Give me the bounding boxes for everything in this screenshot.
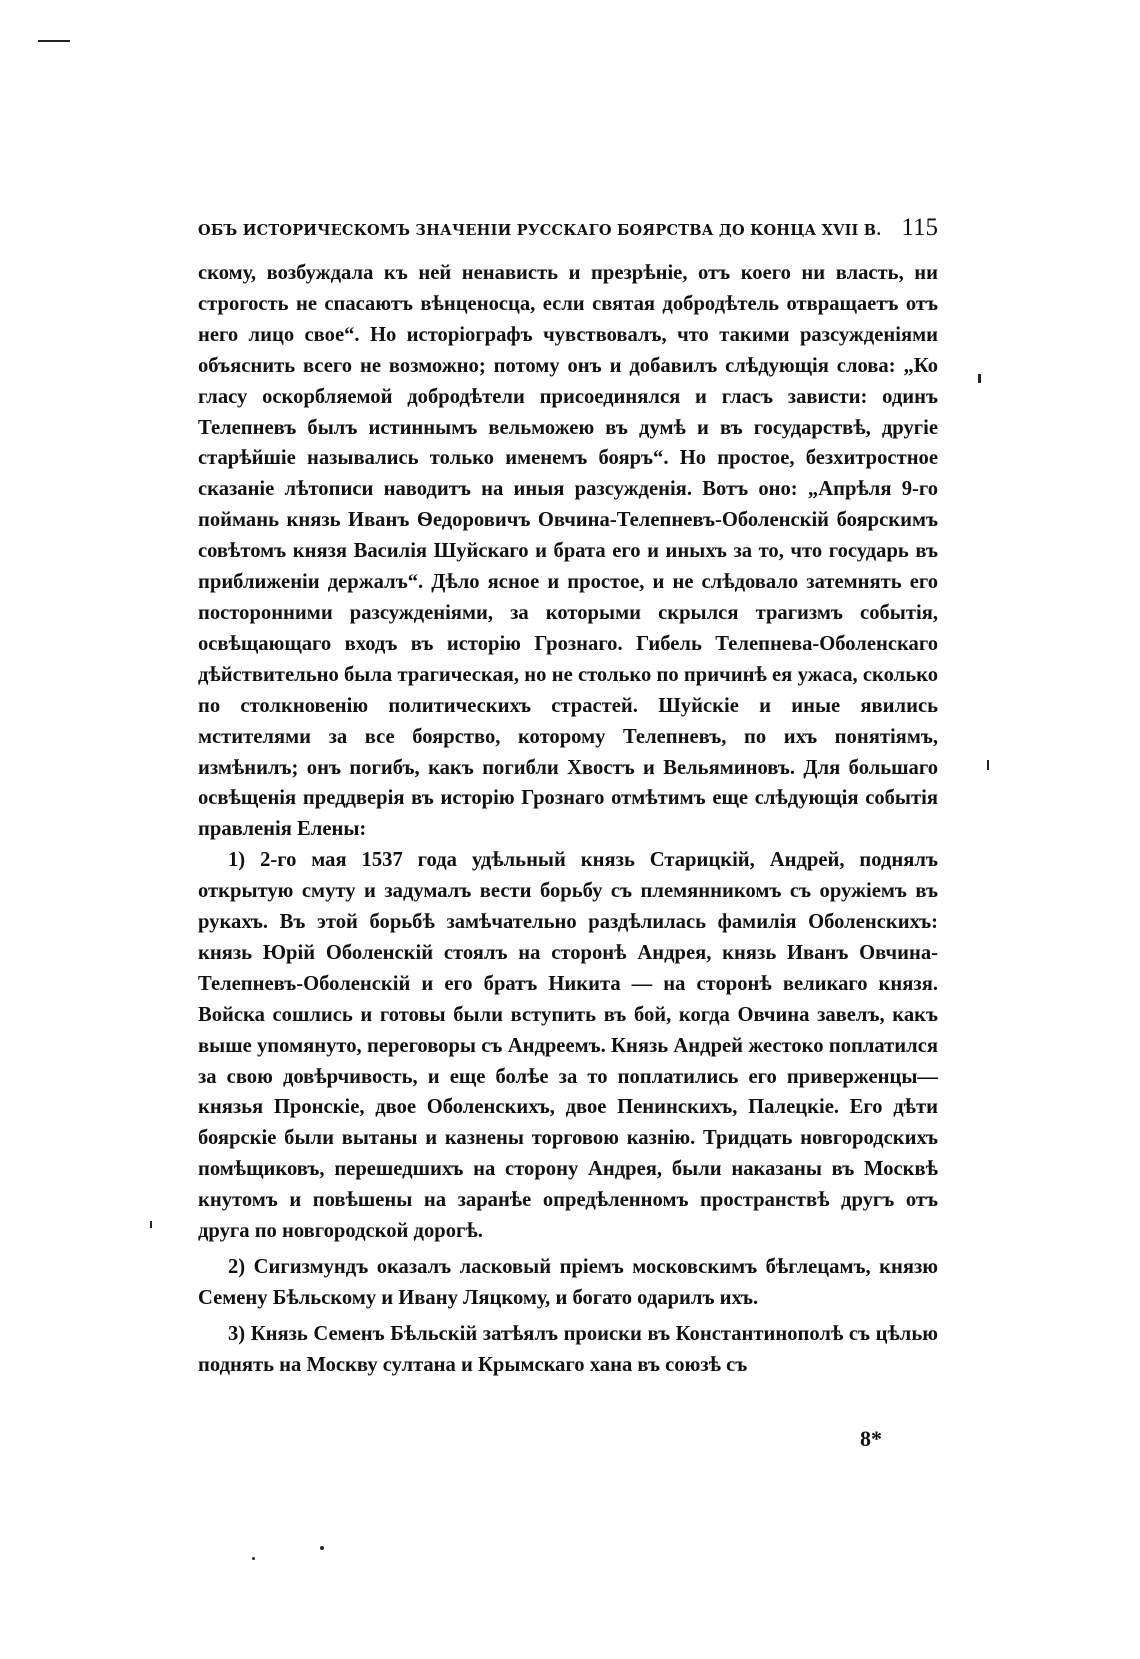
paragraph: скому, возбуждала къ ней ненависть и презрѣніе, отъ коего ни власть, ни строгость не спасаютъ вѣнценосца, если святая добродѣтель отвращаетъ отъ него лицо свое“. Но исторіографъ чувствовалъ, что такими разсужденіями объяснить всего не возможно; потому онъ и добавилъ слѣдующія слова: „Ко гласу оскорбляемой добродѣтели присоединялся и гласъ зависти: одинъ Телепневъ былъ истиннымъ вельможею въ думѣ и въ государствѣ, другіе старѣйшіе назывались только именемъ бояръ“. Но простое, безхитростное сказаніе лѣтописи наводитъ на иныя разсужденія. Вотъ оно: „Апрѣля 9-го поймань князь Иванъ Ѳедоровичъ Овчина-Телепневъ-Оболенскій боярскимъ совѣтомъ князя Василія Шуйскаго и брата его и иныхъ за то, что государь въ приближеніи держалъ“. Дѣло ясное и простое, и не слѣдовало затемнять его посторонними разсужденіями, за которыми скрылся трагизмъ событія, освѣщающаго входъ въ исторію Грознаго. Гибель Телепнева-Оболенскаго дѣйствительно была трагическая, но не столько по причинѣ ея ужаса, сколько по столкновенію политическихъ страстей. Шуйскіе и иные явились мстителями за все боярство, которому Телепневъ, по ихъ понятіямъ, измѣнилъ; онъ погибъ, какъ погибли Хвостъ и Вельяминовъ. Для большаго освѣщенія преддверія въ исторію Грознаго отмѣтимъ еще слѣдующія событія правленія Елены: (198, 262, 938, 841)
scan-artifact-top (38, 40, 70, 42)
page-number: 115 (901, 214, 938, 241)
paragraph-item-3: 3) Князь Семенъ Бѣльскій затѣялъ происки въ Константинополѣ съ цѣлью поднять на Москву султана и Крымскаго хана въ союзѣ съ (198, 1322, 938, 1376)
scan-artifact-left (150, 1221, 152, 1228)
paragraph-item-1: 1) 2-го мая 1537 года удѣльный князь Старицкій, Андрей, поднялъ открытую смуту и задумалъ вести борьбу съ племянникомъ съ оружіемъ въ рукахъ. Въ этой борьбѣ замѣчательно раздѣлилась фамилія Оболенскихъ: князь Юрій Оболенскій стоялъ на сторонѣ Андрея, князь Иванъ Овчина-Телепневъ-Оболенскій и его братъ Никита — на сторонѣ великаго князя. Войска сошлись и готовы были вступить въ бой, когда Овчина завелъ, какъ выше упомянуто, переговоры съ Андреемъ. Князь Андрей жестоко поплатился за свою довѣрчивость, и еще болѣе за то поплатились его приверженцы—князья Пронскіе, двое Оболенскихъ, двое Пенинскихъ, Палецкіе. Его дѣти боярскіе были вытаны и казнены торговою казнію. Тридцать новгородскихъ помѣщиковъ, перешедшихъ на сторону Андрея, были наказаны въ Москвѣ кнутомъ и повѣшены на заранѣе опредѣленномъ пространствѣ другъ отъ друга по новгородской дорогѣ. (198, 849, 938, 1243)
scan-artifact-right (978, 374, 981, 383)
scan-artifact-right (987, 760, 989, 770)
running-header (198, 214, 938, 250)
scan-artifact-bottom (252, 1557, 255, 1560)
signature-mark: 8* (860, 1426, 882, 1451)
scan-artifact-bottom (320, 1546, 324, 1550)
running-title: ОБЪ ИСТОРИЧЕСКОМЪ ЗНАЧЕНІИ РУССКАГО БОЯРСТВА ДО КОНЦА XVII В. (198, 222, 882, 239)
body-text (198, 258, 938, 1381)
paragraph-item-2: 2) Сигизмундъ оказалъ ласковый пріемъ московскимъ бѣглецамъ, князю Семену Бѣльскому и Ивану Ляцкому, и богато одарилъ ихъ. (198, 1256, 938, 1309)
